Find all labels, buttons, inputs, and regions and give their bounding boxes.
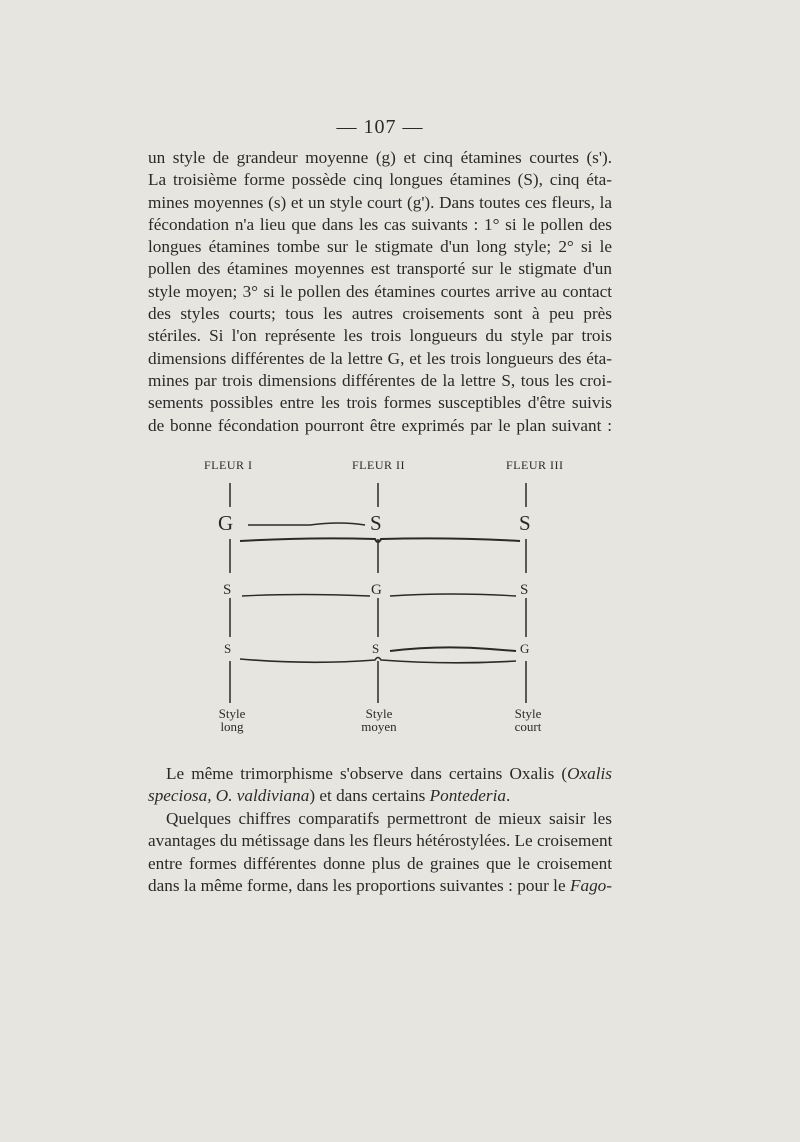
col3-letter-s-large: S — [519, 511, 531, 535]
col1-letter-g: G — [218, 511, 234, 535]
text-line: de bonne fécondation pourront être exprimés par le plan suivant : — [148, 415, 612, 435]
caption-style-moyen — [349, 707, 409, 733]
text-line: un style de grandeur moyenne (g) et cinq étamines courtes (s'). — [148, 148, 612, 167]
paragraph-1 — [148, 147, 612, 437]
col2-letter-s-small: S — [372, 641, 380, 656]
text-line: sements possibles entre les trois formes susceptibles d'être suivis — [148, 393, 612, 413]
caption-line: Style — [514, 706, 542, 721]
caption-line: Style — [218, 706, 246, 721]
col1-letter-s-mid: S — [223, 582, 232, 598]
italic-run: Pontederia — [429, 786, 506, 806]
text-line: fécondation n'a lieu que dans les cas suivants : 1° si le pollen des — [148, 214, 612, 234]
italic-run: Fago- — [569, 875, 612, 895]
text-line — [148, 763, 612, 785]
text-line: dimensions différentes de la lettre G, et les trois longueurs des éta- — [148, 348, 612, 368]
caption-style-long — [202, 707, 262, 733]
caption-line: moyen — [361, 719, 397, 734]
italic-run: Oxalis — [567, 764, 612, 783]
paragraph-2 — [148, 763, 612, 808]
text-line: stériles. Si l'on représente les trois longueurs du style par trois — [148, 326, 612, 346]
paragraph-3 — [148, 808, 612, 897]
text-run: ) et dans certains — [309, 786, 430, 806]
caption-line: court — [514, 719, 542, 734]
header-fleur-2: FLEUR II — [352, 458, 405, 472]
col3-letter-g-small: G — [520, 641, 530, 656]
trimorphism-diagram — [190, 455, 590, 745]
text-line: style moyen; 3° si le pollen des étamines courtes arrive au contact — [148, 281, 612, 301]
text-line: longues étamines tombe sur le stigmate d'un long style; 2° si le — [148, 237, 612, 257]
connector-g2-s3 — [390, 594, 516, 596]
header-fleur-3: FLEUR III — [506, 458, 564, 472]
connector-s2-g3 — [390, 647, 516, 651]
italic-run: speciosa, O. valdiviana — [148, 786, 310, 806]
connector-s1-g2 — [242, 595, 370, 597]
caption-style-court — [498, 707, 558, 733]
connector-row1-long — [240, 538, 520, 542]
text-run: dans la même forme, dans les proportions suivantes : pour le — [148, 875, 570, 895]
page-number: — 107 — — [336, 116, 424, 138]
header-fleur-1: FLEUR I — [204, 458, 253, 472]
caption-line: long — [220, 719, 244, 734]
text-run: Le même trimorphisme s'observe dans certains Oxalis ( — [166, 764, 568, 783]
text-line: entre formes différentes donne plus de graines que le croisement — [148, 853, 612, 873]
text-line: La troisième forme possède cinq longues étamines (S), cinq éta- — [148, 170, 612, 190]
col2-letter-g-mid: G — [371, 582, 382, 598]
text-line: pollen des étamines moyennes est transporté sur le stigmate d'un — [148, 259, 612, 279]
text-line — [148, 785, 612, 807]
text-run: . — [505, 786, 511, 806]
text-line — [148, 875, 612, 897]
text-line: des styles courts; tous les autres croisements sont à peu près — [148, 304, 612, 324]
connector-g1-s2 — [248, 523, 365, 525]
col3-letter-s-mid: S — [520, 582, 529, 598]
text-line: mines moyennes (s) et un style court (g'). Dans toutes ces fleurs, la — [148, 192, 612, 212]
caption-line: Style — [365, 706, 393, 721]
col1-letter-s-small: S — [224, 641, 232, 656]
col2-letter-s-large: S — [370, 511, 382, 535]
text-line: avantages du métissage dans les fleurs hétérostylées. Le croisement — [148, 831, 613, 851]
text-line: Quelques chiffres comparatifs permettront de mieux saisir les — [166, 809, 612, 828]
diagram-lines — [190, 455, 590, 745]
text-line: mines par trois dimensions différentes de la lettre S, tous les croi- — [148, 370, 612, 390]
